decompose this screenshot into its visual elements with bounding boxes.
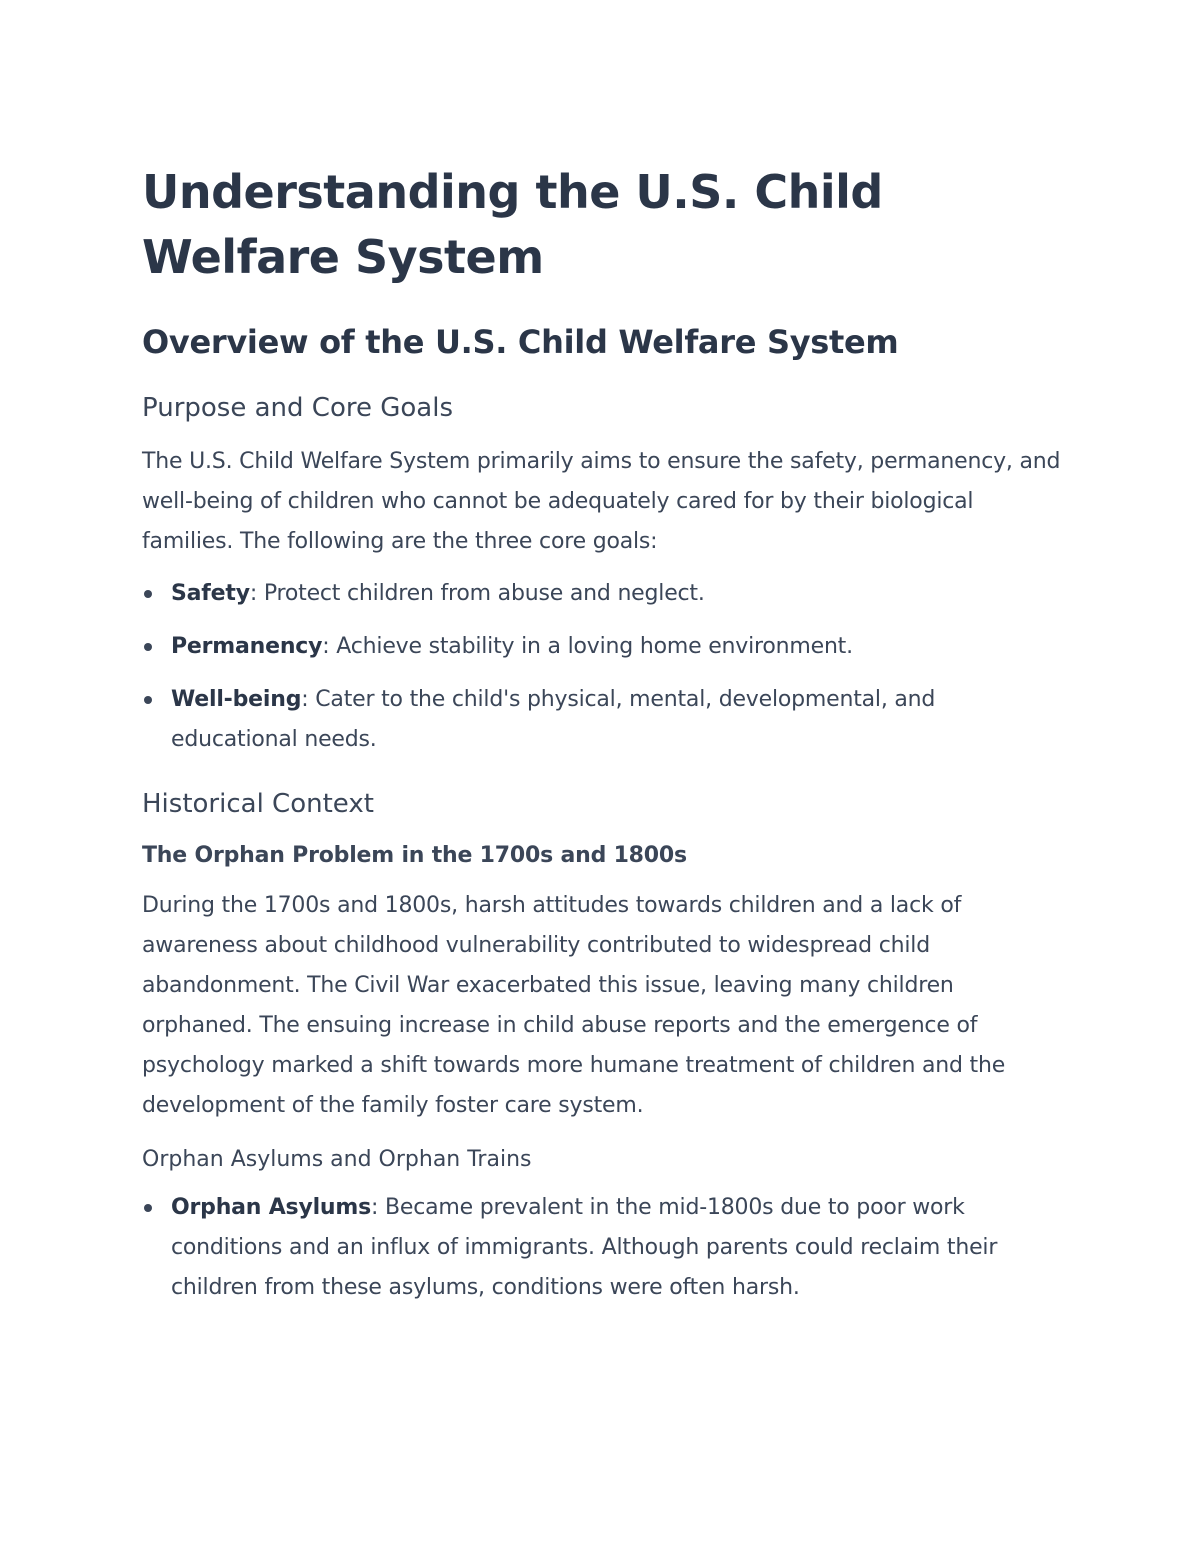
goal-text: : Cater to the child's physical, mental, developmental, and educational needs. <box>171 687 936 752</box>
asylums-list <box>142 1188 1062 1308</box>
asylum-text: : Became prevalent in the mid-1800s due to poor work conditions and an influx of immigrants. Although parents could reclaim their children from these asylums, conditions were often harsh. <box>171 1195 998 1300</box>
asylum-term: Orphan Asylums <box>171 1195 372 1220</box>
document-page <box>142 160 1062 1308</box>
goal-term: Safety <box>171 581 250 606</box>
asylums-heading: Orphan Asylums and Orphan Trains <box>142 1147 532 1172</box>
list-item <box>142 574 1062 614</box>
history-heading: Historical Context <box>142 789 374 819</box>
purpose-intro: The U.S. Child Welfare System primarily aims to ensure the safety, permanency, and well-being of children who cannot be adequately cared for by their biological families. The following are the three core goals: <box>142 449 1061 554</box>
list-item <box>142 627 1062 667</box>
section-heading: Overview of the U.S. Child Welfare System <box>142 323 899 361</box>
document-title: Understanding the U.S. Child Welfare System <box>142 165 883 284</box>
orphan-problem-body: During the 1700s and 1800s, harsh attitudes towards children and a lack of awareness about childhood vulnerability contributed to widespread child abandonment. The Civil War exacerbated this issue, leaving many children orphaned. The ensuing increase in child abuse reports and the emergence of psychology marked a shift towards more humane treatment of children and the development of the family foster care system. <box>142 893 1006 1118</box>
orphan-problem-heading: The Orphan Problem in the 1700s and 1800s <box>142 843 687 868</box>
goal-term: Permanency <box>171 634 323 659</box>
goal-text: : Achieve stability in a loving home environment. <box>322 634 853 659</box>
goal-text: : Protect children from abuse and neglect. <box>249 581 705 606</box>
bullet-icon <box>144 1204 152 1212</box>
goals-list <box>142 574 1062 760</box>
bullet-icon <box>144 643 152 651</box>
bullet-icon <box>144 696 152 704</box>
list-item <box>142 1188 1062 1308</box>
goal-term: Well-being <box>171 687 302 712</box>
bullet-icon <box>144 590 152 598</box>
list-item <box>142 680 1062 760</box>
purpose-heading: Purpose and Core Goals <box>142 393 453 423</box>
